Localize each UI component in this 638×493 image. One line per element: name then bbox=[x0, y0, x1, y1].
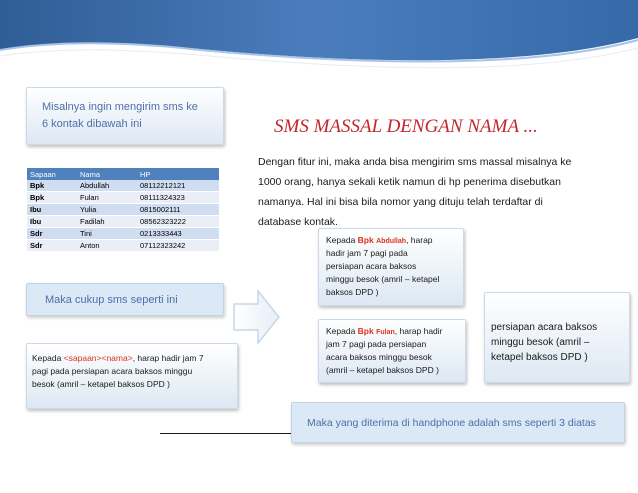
message-line bbox=[326, 234, 433, 248]
table-row bbox=[27, 240, 219, 252]
table-cell: Ibu bbox=[27, 204, 77, 216]
table-cell: Tini bbox=[77, 228, 137, 240]
hint-box-top bbox=[26, 87, 224, 145]
table-row bbox=[27, 192, 219, 204]
table-row bbox=[27, 204, 219, 216]
page-title: SMS MASSAL DENGAN NAMA ... bbox=[274, 116, 538, 137]
table-cell: Anton bbox=[77, 240, 137, 252]
paragraph-line: Dengan fitur ini, maka anda bisa mengirim sms massal misalnya ke bbox=[258, 156, 572, 168]
message-line: baksos DPD ) bbox=[326, 287, 379, 297]
sms-preview-abdullah bbox=[318, 228, 464, 306]
footer-hint-box bbox=[291, 402, 625, 443]
contacts-table bbox=[27, 168, 219, 252]
message-text: , harap hadir bbox=[394, 326, 443, 336]
table-cell: Ibu bbox=[27, 216, 77, 228]
sms-preview-fulan bbox=[318, 319, 466, 383]
message-line: jam 7 pagi pada persiapan bbox=[326, 339, 427, 349]
table-cell: Fulan bbox=[77, 192, 137, 204]
message-line: hadir jam 7 pagi pada bbox=[326, 248, 408, 258]
message-line: pagi pada persiapan acara baksos minggu bbox=[32, 366, 193, 376]
table-cell: Sdr bbox=[27, 228, 77, 240]
hint-box-middle bbox=[26, 283, 224, 316]
paragraph-line: namanya. Hal ini bisa bila nomor yang dituju telah terdaftar di bbox=[258, 196, 543, 208]
hint-line: 6 kontak dibawah ini bbox=[42, 118, 142, 130]
description-paragraph bbox=[258, 152, 598, 232]
table-cell: 08562323222 bbox=[137, 216, 219, 228]
placeholder-text: <sapaan><nama> bbox=[63, 353, 133, 363]
table-cell: Yulia bbox=[77, 204, 137, 216]
table-row bbox=[27, 180, 219, 192]
hint-line: Misalnya ingin mengirim sms ke bbox=[42, 101, 198, 113]
column-header: Nama bbox=[77, 168, 137, 180]
template-message-box bbox=[26, 343, 238, 409]
message-line: minggu besok (amril – bbox=[491, 337, 590, 348]
nama-text: Fulan bbox=[376, 329, 395, 336]
paragraph-line: database kontak. bbox=[258, 216, 338, 228]
right-arrow-icon bbox=[232, 288, 282, 346]
message-line bbox=[32, 352, 204, 365]
sapaan-text: Bpk bbox=[357, 326, 374, 336]
message-line: persiapan acara baksos bbox=[491, 322, 598, 333]
table-cell: Fadilah bbox=[77, 216, 137, 228]
message-text: Kepada bbox=[326, 235, 358, 245]
hint-line: Maka cukup sms seperti ini bbox=[45, 294, 178, 306]
column-header: Sapaan bbox=[27, 168, 77, 180]
footer-hint-text: Maka yang diterima di handphone adalah sms seperti 3 diatas bbox=[307, 417, 596, 429]
message-line: ketapel baksos DPD ) bbox=[491, 352, 588, 363]
table-cell: 07112323242 bbox=[137, 240, 219, 252]
table-row bbox=[27, 216, 219, 228]
message-text: , harap bbox=[406, 235, 433, 245]
nama-text: Abdullah bbox=[376, 238, 407, 245]
message-text: Kepada bbox=[326, 326, 358, 336]
table-cell: Sdr bbox=[27, 240, 77, 252]
table-cell: 08111324323 bbox=[137, 192, 219, 204]
message-line: besok (amril – ketapel baksos DPD ) bbox=[32, 379, 170, 389]
table-cell: 08112212121 bbox=[137, 180, 219, 192]
table-header-row bbox=[27, 168, 219, 180]
table-cell: Bpk bbox=[27, 192, 77, 204]
message-line: (amril – ketapel baksos DPD ) bbox=[326, 365, 439, 375]
table-cell: 0815002111 bbox=[137, 204, 219, 216]
message-line: minggu besok (amril – ketapel bbox=[326, 274, 440, 284]
paragraph-line: 1000 orang, hanya sekali ketik namun di hp penerima disebutkan bbox=[258, 176, 561, 188]
table-cell: 0213333443 bbox=[137, 228, 219, 240]
column-header: HP bbox=[137, 168, 219, 180]
message-line: acara baksos minggu besok bbox=[326, 352, 432, 362]
table-row bbox=[27, 228, 219, 240]
message-line: persiapan acara baksos bbox=[326, 261, 417, 271]
message-line bbox=[326, 325, 443, 339]
table-cell: Bpk bbox=[27, 180, 77, 192]
sms-preview-plain bbox=[484, 292, 630, 383]
sapaan-text: Bpk bbox=[357, 235, 374, 245]
message-text: Kepada bbox=[32, 353, 64, 363]
message-text: , harap hadir jam 7 bbox=[132, 353, 204, 363]
header-banner bbox=[0, 0, 638, 80]
table-cell: Abdullah bbox=[77, 180, 137, 192]
